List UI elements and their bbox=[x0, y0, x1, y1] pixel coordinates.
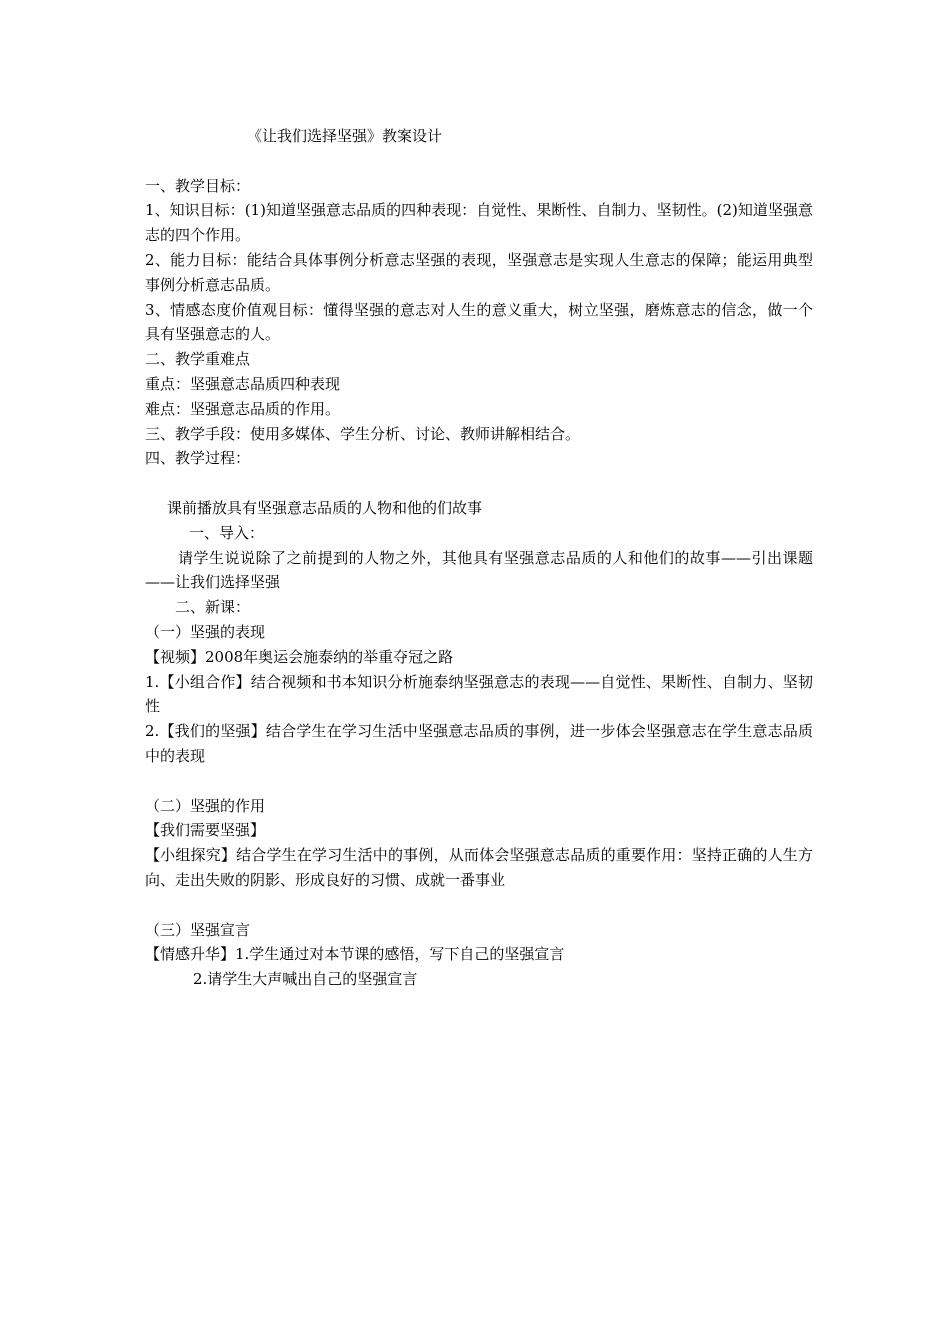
pre-class-activity: 课前播放具有坚强意志品质的人物和他的们故事 bbox=[167, 498, 483, 517]
blank-line bbox=[145, 471, 813, 496]
teaching-methods: 三、教学手段：使用多媒体、学生分析、讨论、教师讲解相结合。 bbox=[145, 424, 581, 443]
key-point: 重点：坚强意志品质四种表现 bbox=[145, 374, 341, 393]
part2-explore: 【小组探究】结合学生在学习生活中的事例，从而体会坚强意志品质的重要作用：坚持正确的人生方向、走出失败的阴影、形成良好的习惯、成就一番事业 bbox=[145, 846, 813, 889]
blank-line bbox=[145, 769, 813, 794]
part1-video: 【视频】2008年奥运会施泰纳的举重夺冠之路 bbox=[145, 647, 454, 666]
part1-item1: 1.【小组合作】结合视频和书本知识分析施泰纳坚强意志的表现——自觉性、果断性、自制力、坚韧性 bbox=[145, 672, 813, 716]
part3-heading: （三）坚强宣言 bbox=[145, 920, 251, 939]
part1-item2: 2.【我们的坚强】结合学生在学习生活中坚强意志品质的事例，进一步体会坚强意志在学生意志品质中的表现 bbox=[145, 722, 813, 765]
part3-item1: 【情感升华】1.学生通过对本节课的感悟，写下自己的坚强宣言 bbox=[145, 945, 565, 964]
blank-line bbox=[145, 149, 813, 174]
intro-text: 请学生说说除了之前提到的人物之外，其他具有坚强意志品质的人和他们的故事——引出课题——让我们选择坚强 bbox=[145, 548, 813, 592]
new-lesson-heading: 二、新课： bbox=[175, 598, 251, 617]
part1-heading: （一）坚强的表现 bbox=[145, 622, 266, 641]
blank-line bbox=[145, 893, 813, 918]
document-title: 《让我们选择坚强》教案设计 bbox=[247, 127, 443, 145]
part2-heading: （二）坚强的作用 bbox=[145, 796, 266, 815]
part2-need: 【我们需要坚强】 bbox=[145, 821, 266, 840]
key-points-heading: 二、教学重难点 bbox=[145, 350, 251, 369]
goal-ability: 2、能力目标：能结合具体事例分析意志坚强的表现，坚强意志是实现人生意志的保障；能运用典型事例分析意志品质。 bbox=[145, 250, 813, 294]
goals-heading: 一、教学目标： bbox=[145, 176, 251, 195]
part3-item2: 2.请学生大声喊出自己的坚强宣言 bbox=[193, 970, 418, 989]
document-body bbox=[145, 124, 813, 992]
process-heading: 四、教学过程： bbox=[145, 449, 251, 468]
goal-emotion: 3、情感态度价值观目标：懂得坚强的意志对人生的意义重大，树立坚强，磨炼意志的信念，做一个具有坚强意志的人。 bbox=[145, 300, 813, 344]
goal-knowledge: 1、知识目标：(1)知道坚强意志品质的四种表现：自觉性、果断性、自制力、坚韧性。(2)知道坚强意志的四个作用。 bbox=[145, 201, 813, 245]
difficult-point: 难点：坚强意志品质的作用。 bbox=[145, 399, 341, 418]
intro-heading: 一、导入： bbox=[189, 523, 265, 542]
